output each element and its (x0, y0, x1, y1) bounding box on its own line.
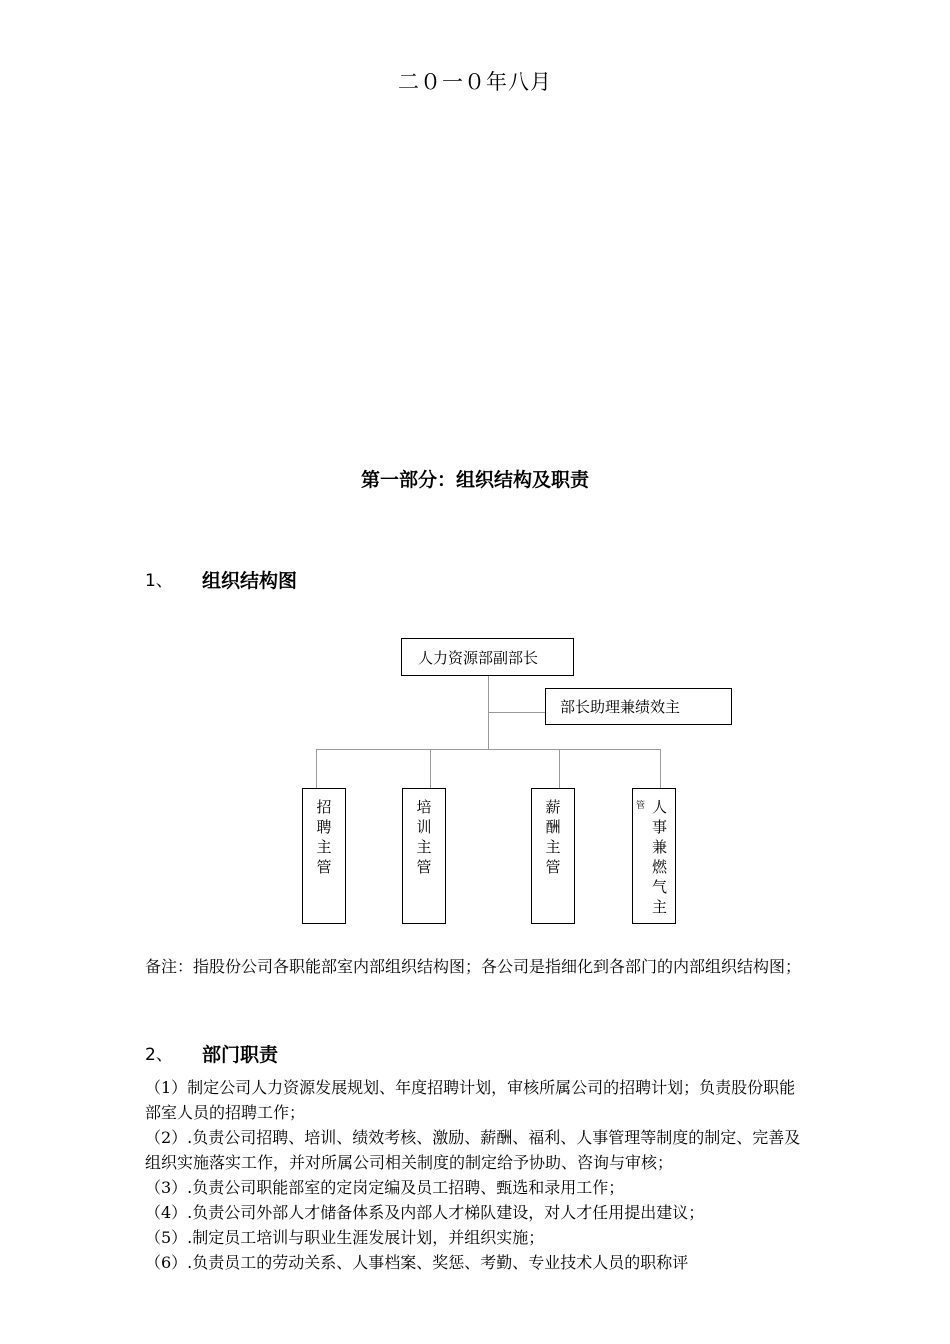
org-char: 主 (545, 838, 561, 856)
part-title: 第一部分：组织结构及职责 (360, 469, 589, 491)
org-box-deputy-director-label: 人力资源部副部长 (418, 648, 539, 667)
duties-list (145, 1075, 810, 1275)
org-char: 主 (416, 838, 432, 856)
org-char: 人 (651, 798, 667, 816)
connector-horizontal-bus (316, 749, 661, 750)
org-char: 燃 (651, 858, 667, 876)
connector-drop-2 (430, 749, 431, 789)
org-char: 训 (416, 818, 432, 836)
org-char: 气 (651, 878, 667, 896)
duty-item: （3）.负责公司职能部室的定岗定编及员工招聘、甄选和录用工作； (145, 1178, 625, 1197)
org-char: 事 (651, 818, 667, 836)
org-box-assistant (545, 688, 732, 725)
org-box-compensation (531, 788, 575, 924)
org-box-personnel-overflow-char: 管 (636, 801, 646, 811)
section-1-number: 1、 (145, 571, 173, 591)
org-box-recruitment (302, 788, 346, 924)
org-char: 主 (651, 898, 667, 916)
org-box-deputy-director (401, 638, 574, 676)
section-1-title: 组织结构图 (202, 570, 298, 592)
section-2-title: 部门职责 (202, 1044, 279, 1066)
org-box-training (402, 788, 446, 924)
duty-item: （2）.负责公司招聘、培训、绩效考核、激励、薪酬、福利、人事管理等制度的制定、完善及组织实施落实工作，并对所属公司相关制度的制定给予协助、咨询与审核； (145, 1128, 801, 1172)
connector-drop-4 (660, 749, 661, 789)
org-box-assistant-label: 部长助理兼绩效主 (560, 698, 681, 716)
org-char: 管 (545, 858, 561, 876)
org-char: 薪 (545, 798, 561, 816)
org-char: 兼 (651, 838, 667, 856)
duty-item: （6）.负责员工的劳动关系、人事档案、奖惩、考勤、专业技术人员的职称评 (145, 1253, 689, 1272)
connector-drop-1 (316, 749, 317, 789)
org-char: 酬 (545, 818, 561, 836)
org-char: 管 (316, 858, 332, 876)
org-char: 主 (316, 838, 332, 856)
cover-date: 二０一０年八月 (398, 70, 552, 94)
duty-item: （4）.负责公司外部人才储备体系及内部人才梯队建设，对人才任用提出建议； (145, 1203, 705, 1222)
connector-drop-3 (559, 749, 560, 789)
org-char: 培 (416, 798, 432, 816)
duty-item: （5）.制定员工培训与职业生涯发展计划，并组织实施； (145, 1228, 545, 1247)
org-char: 聘 (316, 818, 332, 836)
org-char: 管 (416, 858, 432, 876)
chart-note: 备注：指股份公司各职能部室内部组织结构图；各公司是指细化到各部门的内部组织结构图； (145, 957, 802, 976)
section-2-number: 2、 (145, 1045, 173, 1065)
duty-item: （1）制定公司人力资源发展规划、年度招聘计划，审核所属公司的招聘计划；负责股份职能部室人员的招聘工作； (145, 1078, 796, 1122)
connector-assistant (488, 712, 546, 713)
org-char: 招 (316, 798, 332, 816)
